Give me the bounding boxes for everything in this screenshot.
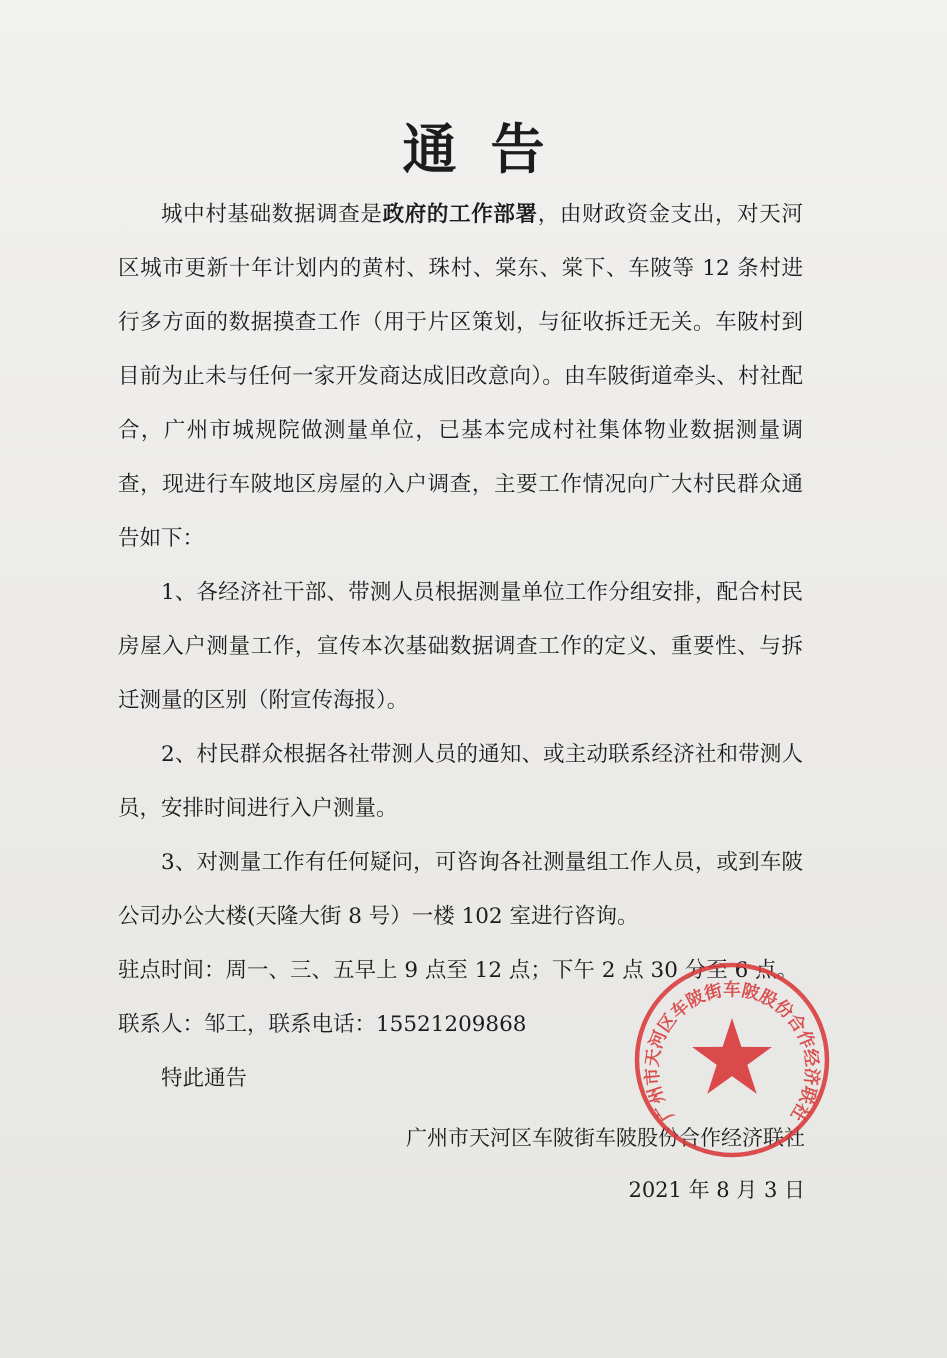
item-2-paragraph: 2、村民群众根据各社带测人员的通知、或主动联系经济社和带测人员，安排时间进行入户测量。	[118, 742, 803, 821]
closing-line: 特此通告	[161, 1066, 248, 1091]
intro-text-post: ，由财政资金支出，对天河区城市更新十年计划内的黄村、珠村、棠东、棠下、车陂等 12 条村进行多方面的数据摸查工作（用于片区策划，与征收拆迁无关。车陂村到目前为止未与任何一家开发商达成旧改意向）。由车陂街道牵头、村社配合，广州市城规院做测量单位，已基本完成村社集体物业数据测量调查，现进行车陂地区房屋的入户调查，主要工作情况向广大村民群众通告如下：	[118, 202, 803, 551]
official-seal-icon	[632, 960, 832, 1160]
item-3-paragraph: 3、对测量工作有任何疑问，可咨询各社测量组工作人员，或到车陂公司办公大楼(天隆大街 8 号）一楼 102 室进行咨询。	[118, 850, 803, 929]
office-hours: 驻点时间：周一、三、五早上 9 点至 12 点；下午 2 点 30 分至 6 点。	[118, 958, 799, 983]
svg-text:广州市天河区车陂街车陂股份合作经济联社: 广州市天河区车陂街车陂股份合作经济联社	[642, 980, 822, 1125]
notice-title: 通告	[402, 118, 579, 181]
signature-organization: 广州市天河区车陂街车陂股份合作经济联社	[406, 1126, 805, 1150]
item-1-paragraph: 1、各经济社干部、带测人员根据测量单位工作分组安排，配合村民房屋入户测量工作，宣传本次基础数据调查工作的定义、重要性、与拆迁测量的区别（附宣传海报）。	[118, 580, 803, 713]
signature-date: 2021 年 8 月 3 日	[628, 1178, 805, 1202]
intro-text-pre: 城中村基础数据调查是	[161, 202, 383, 227]
intro-paragraph	[118, 188, 803, 566]
contact-info: 联系人：邹工，联系电话：15521209868	[118, 1012, 527, 1037]
intro-text-bold: 政府的工作部署	[382, 202, 538, 227]
